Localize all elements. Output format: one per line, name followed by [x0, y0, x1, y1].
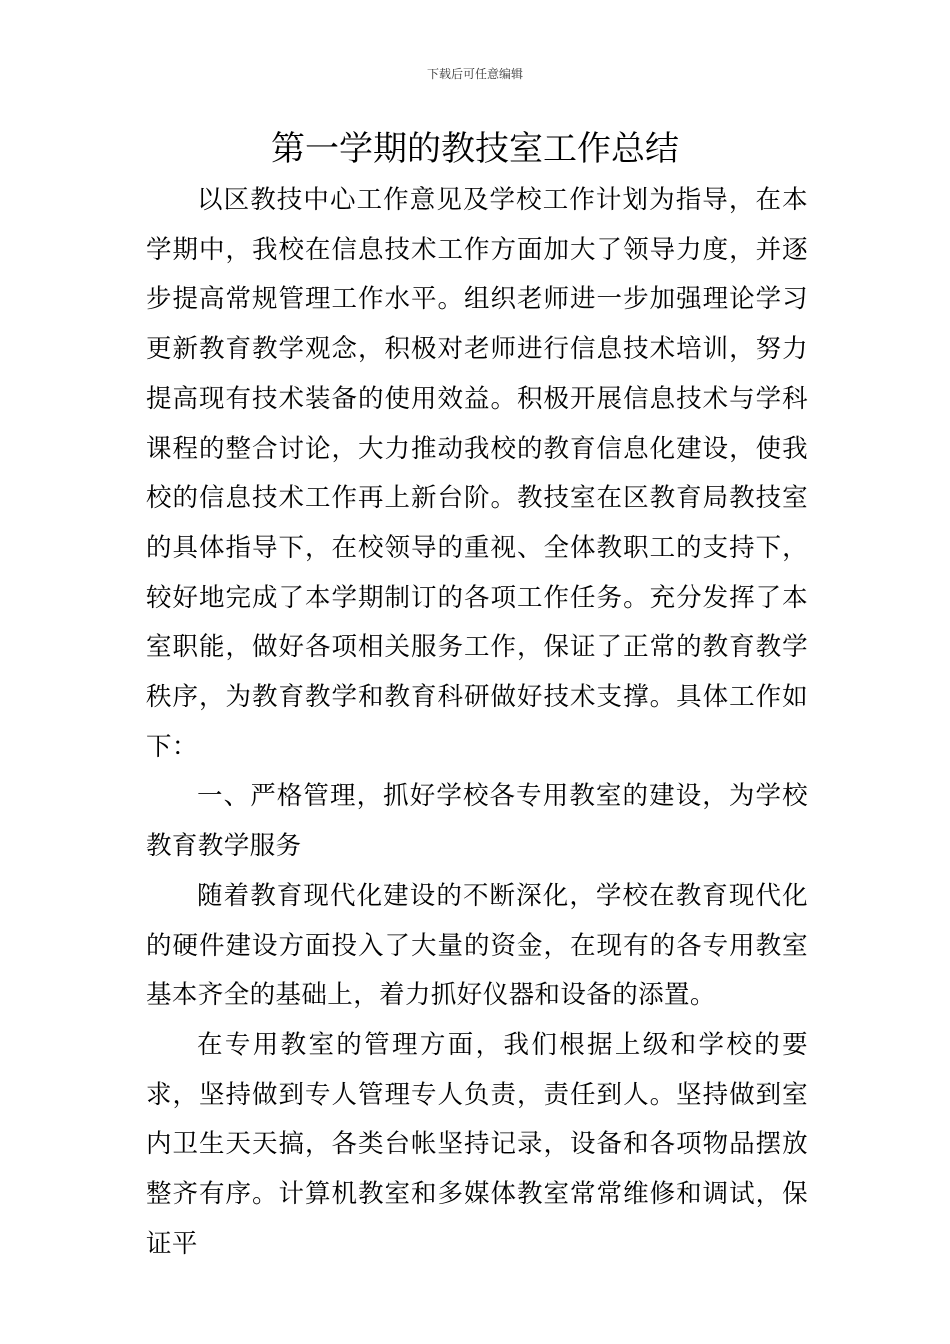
document-title: 第一学期的教技室工作总结 [271, 129, 679, 169]
paragraph-section-heading: 一、严格管理，抓好学校各专用教室的建设，为学校教育教学服务 [146, 781, 808, 862]
paragraph-management: 在专用教室的管理方面，我们根据上级和学校的要求，坚持做到专人管理专人负责，责任到人。坚持做到室内卫生天天搞，各类台帐坚持记录，设备和各项物品摆放整齐有序。计算机教室和多媒体教室常常维修和调试，保证平 [146, 1029, 808, 1259]
paragraph-facilities: 随着教育现代化建设的不断深化，学校在教育现代化的硬件建设方面投入了大量的资金，在现有的各专用教室基本齐全的基础上，着力抓好仪器和设备的添置。 [146, 880, 808, 1011]
header-note: 下载后可任意编辑 [426, 67, 523, 81]
paragraph-intro: 以区教技中心工作意见及学校工作计划为指导，在本学期中，我校在信息技术工作方面加大了领导力度，并逐步提高常规管理工作水平。组织老师进一步加强理论学习更新教育教学观念，积极对老师进行信息技术培训，努力提高现有技术装备的使用效益。积极开展信息技术与学科课程的整合讨论，大力推动我校的教育信息化建设，使我校的信息技术工作再上新台阶。教技室在区教育局教技室的具体指导下，在校领导的重视、全体教职工的支持下，较好地完成了本学期制订的各项工作任务。充分发挥了本室职能，做好各项相关服务工作，保证了正常的教育教学秩序，为教育教学和教育科研做好技术支撑。具体工作如下： [146, 185, 808, 762]
document-body [146, 176, 808, 1269]
